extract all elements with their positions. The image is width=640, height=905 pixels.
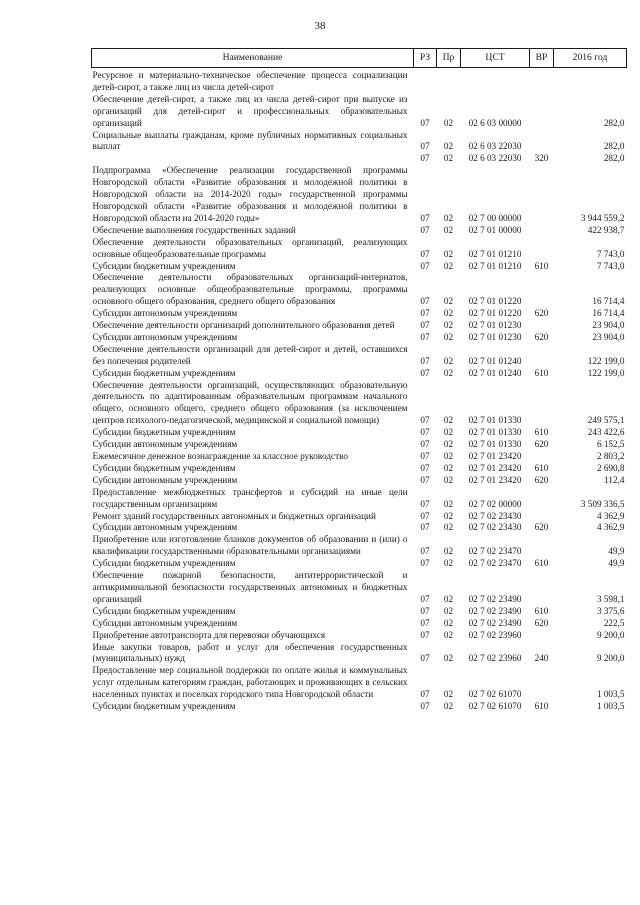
cell-sum: 49,9 <box>608 558 625 569</box>
table-row <box>92 380 627 428</box>
cell-sum: 6 152,5 <box>596 439 625 450</box>
cell-pr: 02 <box>443 260 454 271</box>
cell-pr: 02 <box>443 462 454 473</box>
cell-rz: 07 <box>420 689 430 700</box>
cell-cst: 02 6 03 22030 <box>468 153 522 164</box>
cell-cst: 02 6 03 00000 <box>468 117 522 128</box>
cell-vr <box>530 237 554 261</box>
cell-vr: 620 <box>534 617 549 628</box>
table-row <box>92 68 627 94</box>
header-vr: ВР <box>530 49 554 68</box>
cell-vr <box>530 534 554 558</box>
cell-pr: 02 <box>443 653 454 664</box>
cell-sum: 282,0 <box>603 153 625 164</box>
cell-sum: 2 690,8 <box>596 462 625 473</box>
cell-rz: 07 <box>420 260 430 271</box>
cell-sum: 16 714,4 <box>592 308 625 319</box>
cell-sum: 1 003,5 <box>596 701 625 712</box>
cell-name: Субсидии бюджетным учреждениям <box>92 260 236 271</box>
cell-vr <box>530 487 554 511</box>
cell-rz: 07 <box>420 415 430 426</box>
cell-name: Обеспечение деятельности организаций для детей-сирот и детей, оставшихся без попечения родителей <box>92 343 408 366</box>
table-row <box>92 320 627 332</box>
cell-rz: 07 <box>420 593 430 604</box>
cell-cst: 02 7 01 01230 <box>468 331 522 342</box>
cell-name: Предоставление межбюджетных трансфертов и субсидий на иные цели государственным организациям <box>92 486 408 509</box>
cell-cst: 02 7 01 01220 <box>468 296 522 307</box>
table-row <box>92 308 627 320</box>
cell-cst: 02 7 01 01330 <box>468 415 522 426</box>
cell-cst: 02 7 01 23420 <box>468 474 522 485</box>
cell-vr <box>530 630 554 642</box>
cell-pr: 02 <box>443 296 454 307</box>
cell-name: Субсидии бюджетным учреждениям <box>92 367 236 378</box>
cell-name: Обеспечение деятельности организаций, осуществляющих образовательную деятельность по адаптированным образовательным программам начального общего, основного общего, среднего общего образования (за исключением центров психолого-педагогической, медицинской и социальной помощи) <box>92 379 408 426</box>
cell-vr: 620 <box>534 522 549 533</box>
cell-sum: 2 803,2 <box>596 451 625 461</box>
cell-pr: 02 <box>443 689 454 700</box>
table-row <box>92 439 627 451</box>
cell-rz: 07 <box>420 117 430 128</box>
cell-rz: 07 <box>420 308 430 319</box>
cell-pr: 02 <box>443 153 454 164</box>
cell-rz: 07 <box>420 153 430 164</box>
cell-rz: 07 <box>420 510 430 521</box>
budget-table <box>91 48 627 713</box>
cell-cst: 02 7 02 23490 <box>468 617 522 628</box>
header-sum: 2016 год <box>554 49 627 68</box>
cell-name: Обеспечение деятельности организаций дополнительного образования детей <box>92 320 395 331</box>
table-row <box>92 463 627 475</box>
page-number: 38 <box>314 20 326 32</box>
cell-name <box>92 153 414 165</box>
cell-vr: 620 <box>534 331 549 342</box>
table-row <box>92 570 627 606</box>
cell-name: Субсидии автономным учреждениям <box>92 617 238 628</box>
cell-rz: 07 <box>420 474 430 485</box>
cell-rz: 07 <box>420 653 430 664</box>
cell-vr <box>530 320 554 332</box>
cell-sum: 7 743,0 <box>596 248 625 259</box>
cell-pr: 02 <box>443 415 454 426</box>
header-name: Наименование <box>92 49 414 68</box>
cell-vr: 320 <box>534 153 549 164</box>
cell-pr <box>437 68 461 94</box>
cell-pr: 02 <box>443 451 454 461</box>
cell-sum <box>554 68 627 94</box>
table-row <box>92 618 627 630</box>
cell-vr <box>530 665 554 701</box>
cell-rz <box>414 68 437 94</box>
cell-rz: 07 <box>420 296 430 307</box>
cell-pr: 02 <box>443 248 454 259</box>
cell-name: Ресурсное и материально-техническое обеспечение процесса социализации детей-сирот, а также лиц из числа детей-сирот <box>92 70 408 92</box>
cell-cst: 02 7 01 01330 <box>468 427 522 438</box>
table-header <box>92 49 627 68</box>
table-row <box>92 558 627 570</box>
table-row <box>92 665 627 701</box>
cell-vr <box>530 344 554 368</box>
cell-pr: 02 <box>443 355 454 366</box>
cell-vr <box>530 94 554 130</box>
cell-vr <box>530 130 554 154</box>
table-row <box>92 130 627 154</box>
cell-cst: 02 7 02 23490 <box>468 593 522 604</box>
cell-vr: 610 <box>534 462 549 473</box>
table-row <box>92 534 627 558</box>
cell-rz: 07 <box>420 617 430 628</box>
cell-name: Социальные выплаты гражданам, кроме публичных нормативных социальных выплат <box>92 129 408 152</box>
cell-sum: 243 422,6 <box>587 427 625 438</box>
cell-pr: 02 <box>443 308 454 319</box>
cell-pr: 02 <box>443 212 454 223</box>
cell-cst: 02 6 03 22030 <box>468 141 522 152</box>
table-row <box>92 522 627 534</box>
cell-name: Обеспечение пожарной безопасности, антитеррористической и антикриминальной безопасности государственных автономных и бюджетных организаций <box>92 570 408 604</box>
cell-rz: 07 <box>420 224 430 235</box>
cell-name: Субсидии автономным учреждениям <box>92 439 238 450</box>
table-row <box>92 272 627 308</box>
cell-sum: 3 598,1 <box>596 593 625 604</box>
cell-sum: 7 743,0 <box>596 260 625 271</box>
cell-sum: 1 003,5 <box>596 689 625 700</box>
cell-rz: 07 <box>420 331 430 342</box>
cell-vr <box>530 225 554 237</box>
cell-pr: 02 <box>443 546 454 557</box>
cell-rz: 07 <box>420 451 430 461</box>
cell-pr: 02 <box>443 439 454 450</box>
cell-name: Субсидии автономным учреждениям <box>92 474 238 485</box>
cell-pr: 02 <box>443 427 454 438</box>
cell-pr: 02 <box>443 117 454 128</box>
cell-sum: 23 904,0 <box>592 331 625 342</box>
table-row <box>92 487 627 511</box>
cell-name: Субсидии бюджетным учреждениям <box>92 605 236 616</box>
cell-cst: 02 7 02 23430 <box>468 510 522 521</box>
table-row <box>92 368 627 380</box>
cell-rz: 07 <box>420 320 430 331</box>
cell-pr: 02 <box>443 629 454 640</box>
table-row <box>92 153 627 165</box>
cell-name: Приобретение автотранспорта для перевозки обучающихся <box>92 629 326 640</box>
cell-cst: 02 7 02 23470 <box>468 558 522 569</box>
cell-vr <box>530 570 554 606</box>
cell-rz: 07 <box>420 439 430 450</box>
cell-pr: 02 <box>443 605 454 616</box>
table-row <box>92 630 627 642</box>
cell-pr: 02 <box>443 331 454 342</box>
cell-cst: 02 7 01 23420 <box>468 462 522 473</box>
cell-rz: 07 <box>420 462 430 473</box>
cell-vr <box>530 380 554 428</box>
cell-name: Субсидии автономным учреждениям <box>92 331 238 342</box>
cell-cst: 02 7 02 61070 <box>468 701 522 712</box>
table-row <box>92 606 627 618</box>
cell-vr: 610 <box>534 427 549 438</box>
cell-sum: 49,9 <box>608 546 625 557</box>
cell-vr <box>530 68 554 94</box>
cell-pr: 02 <box>443 498 454 509</box>
cell-vr: 610 <box>534 558 549 569</box>
cell-pr: 02 <box>443 593 454 604</box>
cell-vr: 620 <box>534 308 549 319</box>
cell-cst: 02 7 02 00000 <box>468 498 522 509</box>
table-row <box>92 451 627 463</box>
cell-pr: 02 <box>443 320 454 331</box>
table-row <box>92 261 627 273</box>
cell-name: Субсидии бюджетным учреждениям <box>92 462 236 473</box>
cell-name: Субсидии автономным учреждениям <box>92 308 238 319</box>
cell-sum: 9 200,0 <box>596 653 625 664</box>
cell-rz: 07 <box>420 367 430 378</box>
cell-name: Обеспечение детей-сирот, а также лиц из числа детей-сирот при выпуске из организаций для детей-сирот и профессиональных образовательных организаций <box>92 93 408 128</box>
header-pr: Пр <box>437 49 461 68</box>
cell-rz: 07 <box>420 141 430 152</box>
table-row <box>92 237 627 261</box>
cell-vr: 610 <box>534 260 549 271</box>
cell-name: Субсидии бюджетным учреждениям <box>92 427 236 438</box>
cell-rz: 07 <box>420 248 430 259</box>
cell-cst: 02 7 02 23470 <box>468 546 522 557</box>
cell-rz: 07 <box>420 546 430 557</box>
cell-sum: 16 714,4 <box>592 296 625 307</box>
cell-name: Иные закупки товаров, работ и услуг для обеспечения государственных (муниципальных) нужд <box>92 641 408 664</box>
table-row <box>92 511 627 523</box>
header-rz: РЗ <box>414 49 437 68</box>
cell-sum: 122 199,0 <box>587 367 625 378</box>
cell-pr: 02 <box>443 701 454 712</box>
cell-sum: 23 904,0 <box>592 320 625 331</box>
cell-cst: 02 7 01 01240 <box>468 355 522 366</box>
table-body <box>92 68 627 713</box>
cell-rz: 07 <box>420 558 430 569</box>
cell-name: Обеспечение деятельности образовательных организаций-интернатов, реализующих основные общеобразовательные программы, программы основного общего образования, среднего общего образования <box>92 272 408 307</box>
cell-rz: 07 <box>420 355 430 366</box>
cell-vr: 610 <box>534 367 549 378</box>
cell-sum: 3 944 559,2 <box>580 212 625 223</box>
table-row <box>92 225 627 237</box>
table-row <box>92 344 627 368</box>
cell-pr: 02 <box>443 367 454 378</box>
cell-rz: 07 <box>420 605 430 616</box>
cell-sum: 222,5 <box>603 617 625 628</box>
cell-cst <box>461 68 530 94</box>
table-row <box>92 642 627 666</box>
cell-sum: 422 938,7 <box>587 224 625 235</box>
cell-rz: 07 <box>420 427 430 438</box>
cell-rz: 07 <box>420 701 430 712</box>
cell-sum: 4 362,9 <box>596 522 625 533</box>
cell-cst: 02 7 01 00000 <box>468 224 522 235</box>
cell-pr: 02 <box>443 141 454 152</box>
cell-pr: 02 <box>443 224 454 235</box>
cell-vr <box>530 165 554 225</box>
cell-cst: 02 7 02 23490 <box>468 605 522 616</box>
cell-cst: 02 7 02 23960 <box>468 653 522 664</box>
cell-name: Предоставление мер социальной поддержки по оплате жилья и коммунальных услуг отдельным категориям граждан, работающих и проживающих в сельских населенных пунктах и поселках городского типа Новгородской области <box>92 665 408 700</box>
cell-vr: 610 <box>534 701 549 712</box>
cell-vr <box>530 511 554 523</box>
cell-sum: 112,4 <box>604 474 625 485</box>
cell-name: Подпрограмма «Обеспечение реализации государственной программы Новгородской области «Развитие образования и молодежной политики в Новгородской области на 2014-2020 годы» государственной программы Новгородской области «Развитие образования и молодежной политики в Новгородской области на 2014-2020 годы» <box>92 165 408 223</box>
cell-vr: 240 <box>534 653 549 664</box>
cell-cst: 02 7 01 01330 <box>468 439 522 450</box>
cell-pr: 02 <box>443 522 454 533</box>
cell-cst: 02 7 01 01220 <box>468 308 522 319</box>
cell-cst: 02 7 01 01240 <box>468 367 522 378</box>
cell-name: Ремонт зданий государственных автономных и бюджетных организаций <box>92 510 376 521</box>
cell-rz: 07 <box>420 629 430 640</box>
table-row <box>92 94 627 130</box>
cell-name: Субсидии автономным учреждениям <box>92 522 238 533</box>
table-row <box>92 427 627 439</box>
cell-rz: 07 <box>420 522 430 533</box>
cell-sum: 282,0 <box>603 117 625 128</box>
cell-name: Приобретение или изготовление бланков документов об образовании и (или) о квалификации государственными образовательными организациями <box>92 534 408 557</box>
header-cst: ЦСТ <box>461 49 530 68</box>
cell-name: Ежемесячное денежное вознаграждение за классное руководство <box>92 451 348 461</box>
cell-rz: 07 <box>420 498 430 509</box>
cell-vr <box>530 272 554 308</box>
cell-cst: 02 7 00 00000 <box>468 212 522 223</box>
cell-cst: 02 7 01 23420 <box>468 451 522 461</box>
cell-cst: 02 7 01 01210 <box>468 260 522 271</box>
cell-name: Обеспечение выполнения государственных заданий <box>92 224 296 235</box>
cell-vr <box>530 451 554 463</box>
cell-pr: 02 <box>443 510 454 521</box>
cell-sum: 3 509 336,5 <box>580 498 625 509</box>
cell-vr: 620 <box>534 474 549 485</box>
cell-vr: 610 <box>534 605 549 616</box>
cell-sum: 122 199,0 <box>587 355 625 366</box>
cell-name: Обеспечение деятельности образовательных организаций, реализующих основные общеобразовательные программы <box>92 236 408 259</box>
cell-sum: 9 200,0 <box>596 629 625 640</box>
table-row <box>92 701 627 713</box>
cell-pr: 02 <box>443 474 454 485</box>
cell-cst: 02 7 02 23960 <box>468 629 522 640</box>
cell-pr: 02 <box>443 558 454 569</box>
cell-vr: 620 <box>534 439 549 450</box>
table-row <box>92 332 627 344</box>
table-row <box>92 475 627 487</box>
cell-cst: 02 7 02 61070 <box>468 689 522 700</box>
cell-sum: 282,0 <box>603 141 625 152</box>
cell-cst: 02 7 01 01230 <box>468 320 522 331</box>
cell-rz: 07 <box>420 212 430 223</box>
table-row <box>92 165 627 225</box>
cell-sum: 4 362,9 <box>596 510 625 521</box>
cell-cst: 02 7 02 23430 <box>468 522 522 533</box>
cell-name: Субсидии бюджетным учреждениям <box>92 701 236 712</box>
cell-sum: 249 575,1 <box>587 415 625 426</box>
cell-pr: 02 <box>443 617 454 628</box>
cell-sum: 3 375,6 <box>596 605 625 616</box>
cell-cst: 02 7 01 01210 <box>468 248 522 259</box>
cell-name: Субсидии бюджетным учреждениям <box>92 558 236 569</box>
